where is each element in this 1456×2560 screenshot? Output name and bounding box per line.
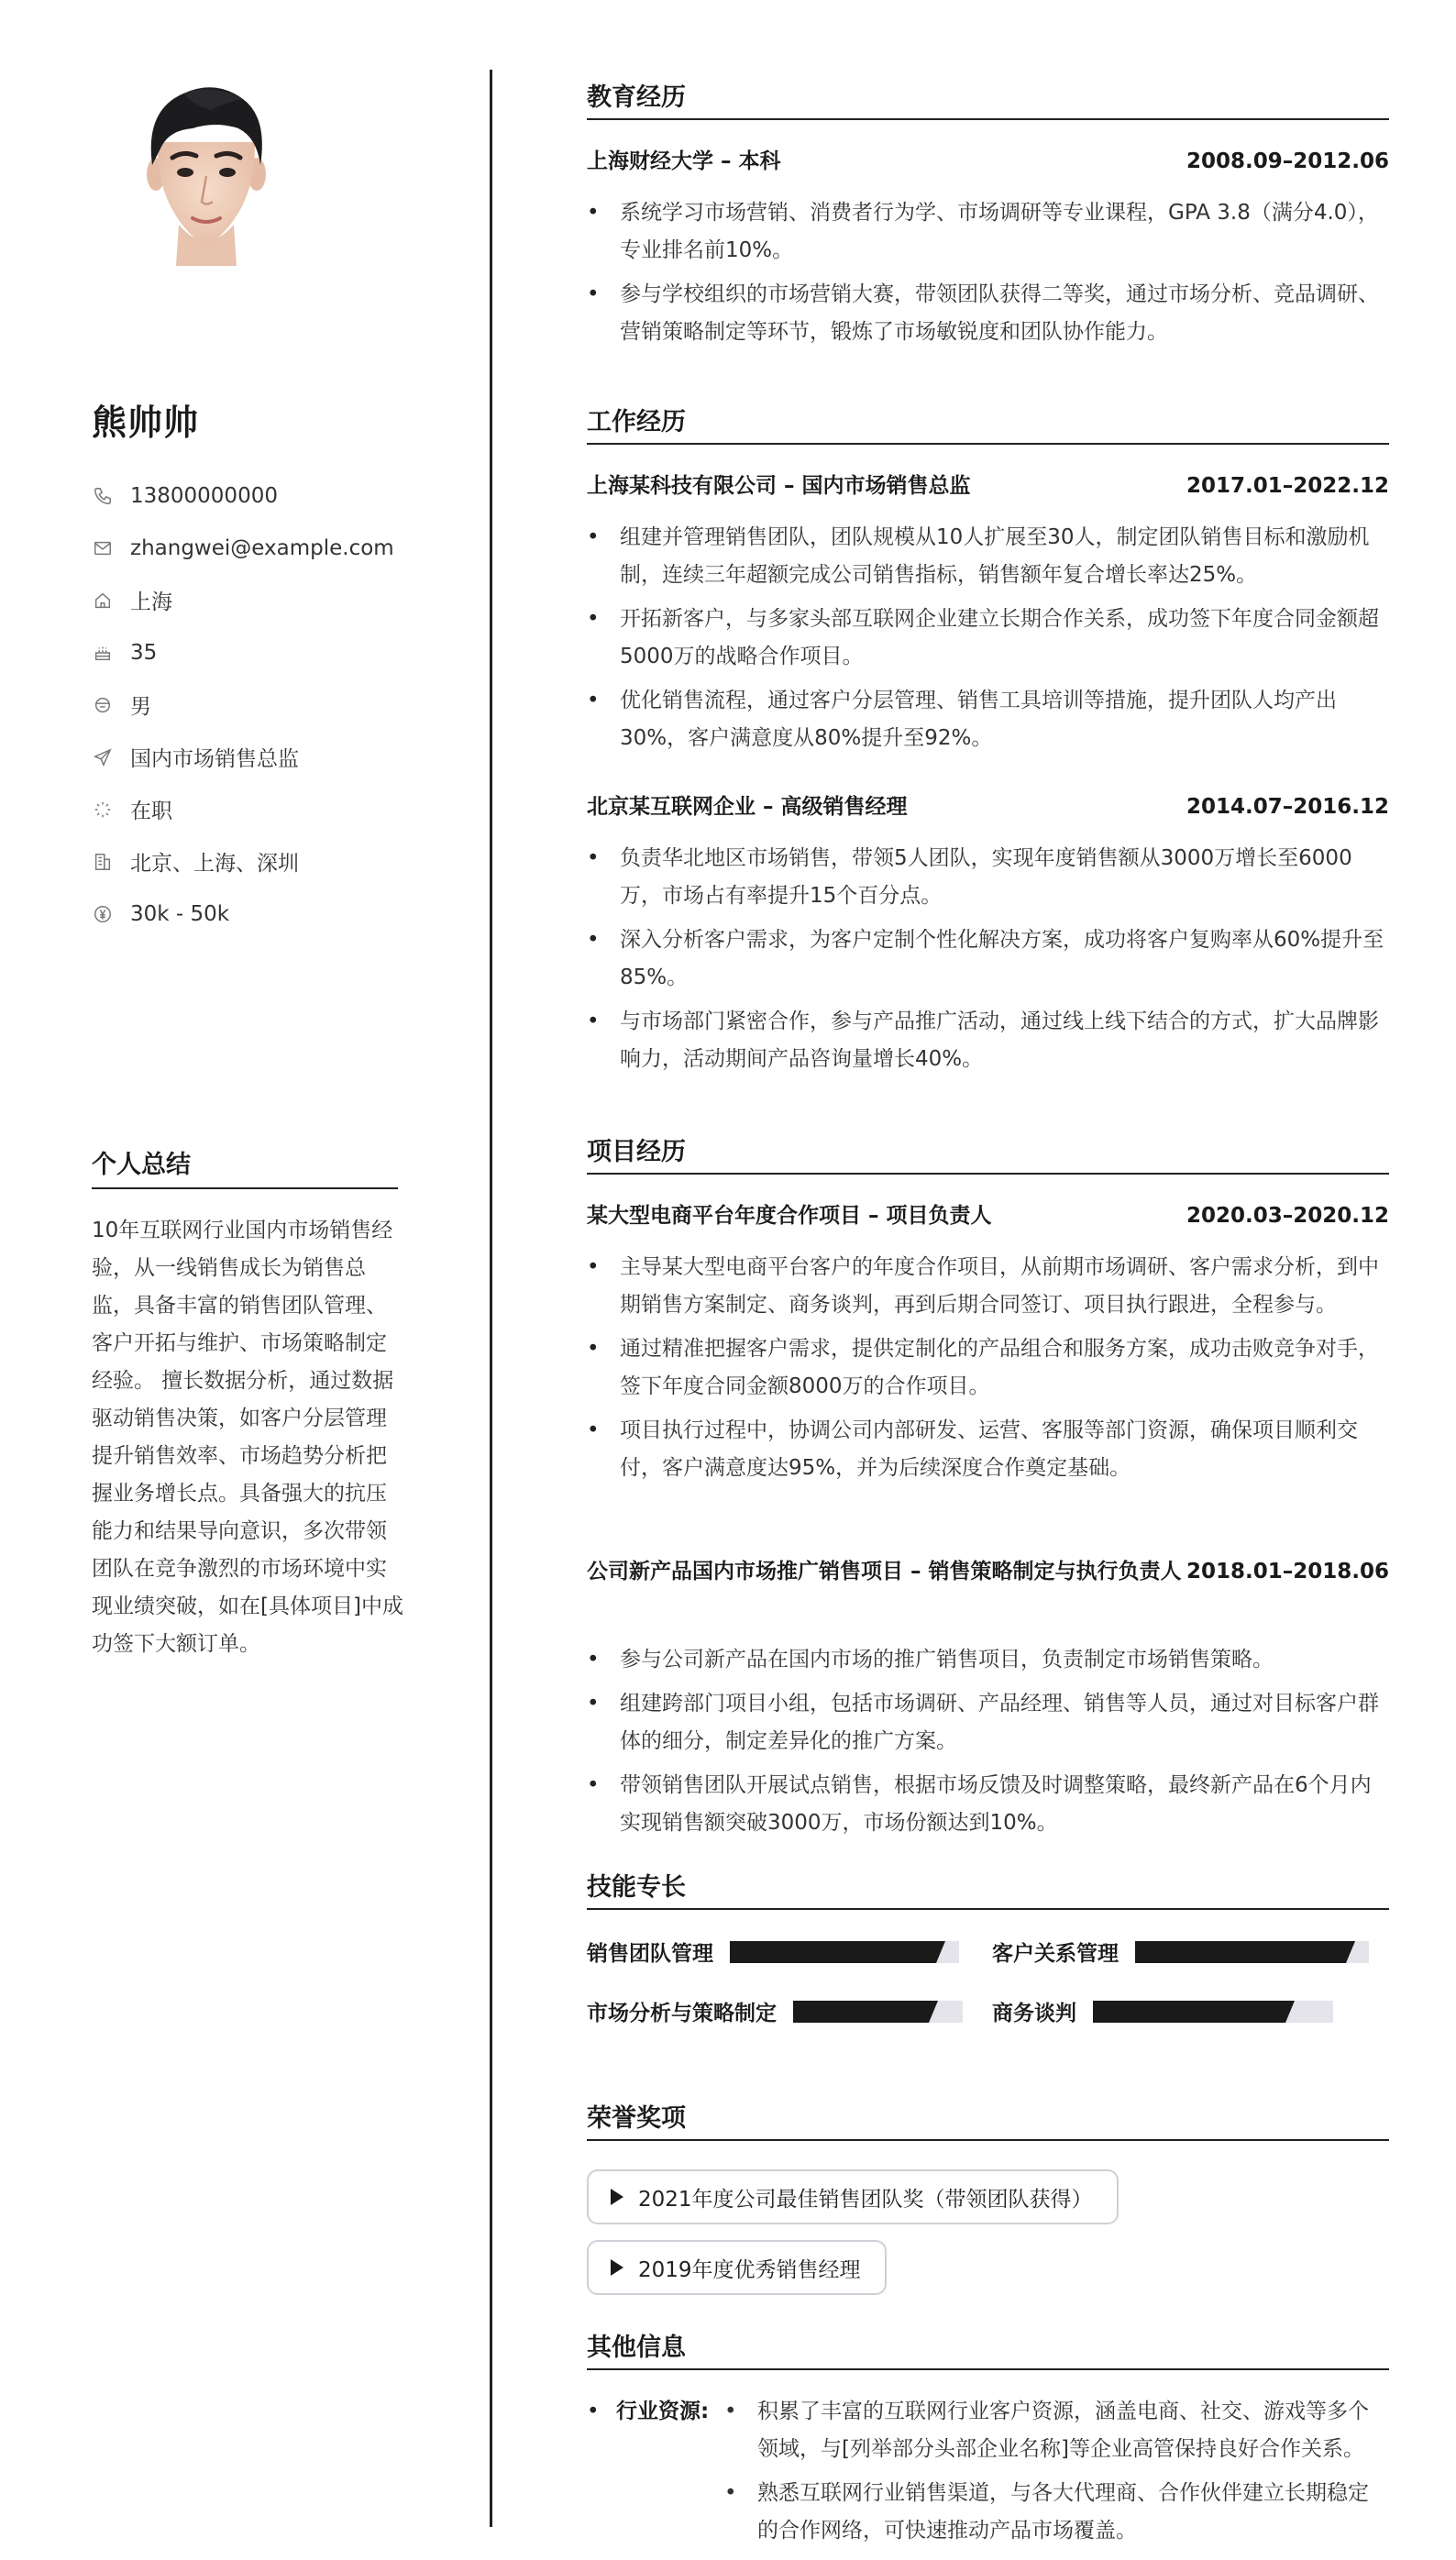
position-text: 国内市场销售总监: [130, 747, 299, 771]
list-item: • 负责华北地区市场销售，带领5人团队，实现年度销售额从3000万增长至6000万，市场占有率提升15个百分点。: [587, 840, 1389, 915]
other-title: 其他信息: [587, 2327, 1389, 2370]
projects-title: 项目经历: [587, 1131, 1389, 1175]
work-entry-date: 2017.01–2022.12: [1186, 474, 1389, 498]
list-item: • 与市场部门紧密合作，参与产品推广活动，通过线上线下结合的方式，扩大品牌影响力，活动期间产品咨询量增长40%。: [587, 1003, 1389, 1078]
awards-title: 荣誉奖项: [587, 2098, 1389, 2141]
skill-item: [992, 1937, 1369, 1967]
mail-icon: [92, 537, 114, 559]
list-item: • 熟悉互联网行业销售渠道，与各大代理商、合作伙伴建立长期稳定的合作网络，可快速推动产品市场覆盖。: [724, 2475, 1389, 2550]
info-cities: [92, 835, 403, 888]
education-title: 教育经历: [587, 77, 1389, 120]
cities-text: 北京、上海、深圳: [130, 852, 299, 876]
avatar: [128, 73, 284, 266]
other-label: 行业资源:: [616, 2400, 710, 2423]
list-item: • 组建并管理销售团队，团队规模从10人扩展至30人，制定团队销售目标和激励机制，连续三年超额完成公司销售指标，销售额年复合增长率达25%。: [587, 519, 1389, 594]
award-text: 2019年度优秀销售经理: [638, 2257, 861, 2282]
work-entry-title: 北京某互联网企业 – 高级销售经理: [587, 795, 908, 819]
list-item: • 参与公司新产品在国内市场的推广销售项目，负责制定市场销售策略。: [587, 1641, 1389, 1679]
info-gender: [92, 679, 403, 731]
home-icon: [92, 590, 114, 612]
work-entry-title: 上海某科技有限公司 – 国内市场销售总监: [587, 474, 971, 498]
project-bullets: [587, 1641, 1389, 1848]
loader-icon: [92, 799, 114, 821]
yen-coin-icon: [92, 903, 114, 925]
list-item: • 参与学校组织的市场营销大赛，带领团队获得二等奖，通过市场分析、竞品调研、营销策略制定等环节，锻炼了市场敏锐度和团队协作能力。: [587, 276, 1389, 351]
list-item: • 优化销售流程，通过客户分层管理、销售工具培训等措施，提升团队人均产出30%，客户满意度从80%提升至92%。: [587, 682, 1389, 757]
gender-icon: [92, 694, 114, 716]
list-item: • 组建跨部门项目小组，包括市场调研、产品经理、销售等人员，通过对目标客户群体的细分，制定差异化的推广方案。: [587, 1685, 1389, 1760]
project-entry-title: 某大型电商平台年度合作项目 – 项目负责人: [587, 1204, 992, 1228]
info-status: [92, 783, 403, 835]
skill-bar: [1135, 1941, 1369, 1963]
info-salary: [92, 888, 403, 940]
skill-name: 商务谈判: [992, 2002, 1076, 2025]
skills-title: 技能专长: [587, 1867, 1389, 1910]
list-item: • 积累了丰富的互联网行业客户资源，涵盖电商、社交、游戏等多个领域，与[列举部分头部企业名称]等企业高管保持良好合作关系。: [724, 2393, 1389, 2468]
skill-bar: [1093, 2001, 1333, 2023]
info-email: [92, 522, 403, 574]
work-bullets: [587, 840, 1389, 1085]
skill-item: [587, 1996, 963, 2026]
email-text: zhangwei@example.com: [130, 535, 394, 560]
list-item: • 开拓新客户，与多家头部互联网企业建立长期合作关系，成功签下年度合同金额超5000万的战略合作项目。: [587, 601, 1389, 676]
skill-item: [587, 1937, 959, 1967]
education-bullets: [587, 194, 1389, 358]
work-entry-date: 2014.07–2016.12: [1186, 795, 1389, 819]
building-icon: [92, 851, 114, 873]
skill-bar: [793, 2001, 963, 2023]
skill-name: 客户关系管理: [992, 1942, 1119, 1966]
play-icon: [611, 2189, 623, 2205]
project-entry-head: [587, 1553, 1389, 1590]
work-bullets: [587, 519, 1389, 764]
phone-text: 13800000000: [130, 483, 278, 508]
project-entry-title: 公司新产品国内市场推广销售项目 – 销售策略制定与执行负责人: [587, 1560, 1182, 1583]
candidate-name: 熊帅帅: [92, 403, 200, 443]
list-item: • 项目执行过程中，协调公司内部研发、运营、客服等部门资源，确保项目顺利交付，客户满意度达95%，并为后续深度合作奠定基础。: [587, 1412, 1389, 1487]
award-text: 2021年度公司最佳销售团队奖（带领团队获得）: [638, 2187, 1093, 2212]
cake-icon: [92, 642, 114, 664]
other-bullets: [724, 2393, 1389, 2556]
info-age: [92, 626, 403, 679]
list-item: • 系统学习市场营销、消费者行为学、市场调研等专业课程，GPA 3.8（满分4.0），专业排名前10%。: [587, 194, 1389, 270]
info-location: [92, 574, 403, 626]
gender-text: 男: [130, 695, 151, 719]
info-position: [92, 731, 403, 783]
list-item: • 通过精准把握客户需求，提供定制化的产品组合和服务方案，成功击败竞争对手，签下年度合同金额8000万的合作项目。: [587, 1330, 1389, 1406]
list-item: • 深入分析客户需求，为客户定制个性化解决方案，成功将客户复购率从60%提升至85%。: [587, 921, 1389, 997]
send-icon: [92, 746, 114, 768]
summary-text: 10年互联网行业国内市场销售经验，从一线销售成长为销售总监，具备丰富的销售团队管理、客户开拓与维护、市场策略制定经验。 擅长数据分析，通过数据驱动销售决策，如客户分层管理提升销售效率、市场趋势分析把握业务增长点。具备强大的抗压能力和结果导向意识，多次带领团队在竞争激烈的市场环境中实现业绩突破，如在[具体项目]中成功签下大额订单。: [92, 1219, 403, 1656]
skill-bar-fill: [1093, 2001, 1285, 2023]
work-entry-head: [587, 789, 1389, 825]
project-entry-date: 2020.03–2020.12: [1186, 1204, 1389, 1228]
status-text: 在职: [130, 800, 172, 823]
work-title: 工作经历: [587, 402, 1389, 445]
age-text: 35: [130, 640, 158, 665]
skill-name: 销售团队管理: [587, 1942, 713, 1966]
play-icon: [611, 2259, 623, 2276]
skill-bar-fill: [730, 1941, 936, 1963]
info-phone: [92, 469, 403, 522]
project-entry-head: [587, 1197, 1389, 1234]
award-item[interactable]: [587, 2169, 1119, 2224]
location-text: 上海: [130, 590, 172, 614]
column-divider: [490, 70, 492, 2527]
contact-info: [92, 469, 403, 940]
phone-icon: [92, 485, 114, 507]
skill-item: [992, 1996, 1333, 2026]
skill-bar-fill: [793, 2001, 929, 2023]
skill-bar-fill: [1135, 1941, 1346, 1963]
work-entry-head: [587, 468, 1389, 504]
award-item[interactable]: [587, 2240, 887, 2295]
skill-name: 市场分析与策略制定: [587, 2002, 777, 2025]
list-item: • 带领销售团队开展试点销售，根据市场反馈及时调整策略，最终新产品在6个月内实现销售额突破3000万，市场份额达到10%。: [587, 1767, 1389, 1842]
education-school: 上海财经大学 – 本科: [587, 149, 781, 173]
project-entry-date: 2018.01–2018.06: [1186, 1560, 1389, 1583]
list-item: • 主导某大型电商平台客户的年度合作项目，从前期市场调研、客户需求分析，到中期销售方案制定、商务谈判，再到后期合同签订、项目执行跟进，全程参与。: [587, 1249, 1389, 1324]
summary-title: 个人总结: [92, 1144, 398, 1189]
project-bullets: [587, 1249, 1389, 1494]
education-entry-head: [587, 143, 1389, 180]
bullet-dot: •: [587, 2400, 600, 2423]
salary-text: 30k - 50k: [130, 901, 230, 926]
education-date: 2008.09–2012.06: [1186, 149, 1389, 173]
skill-bar: [730, 1941, 959, 1963]
